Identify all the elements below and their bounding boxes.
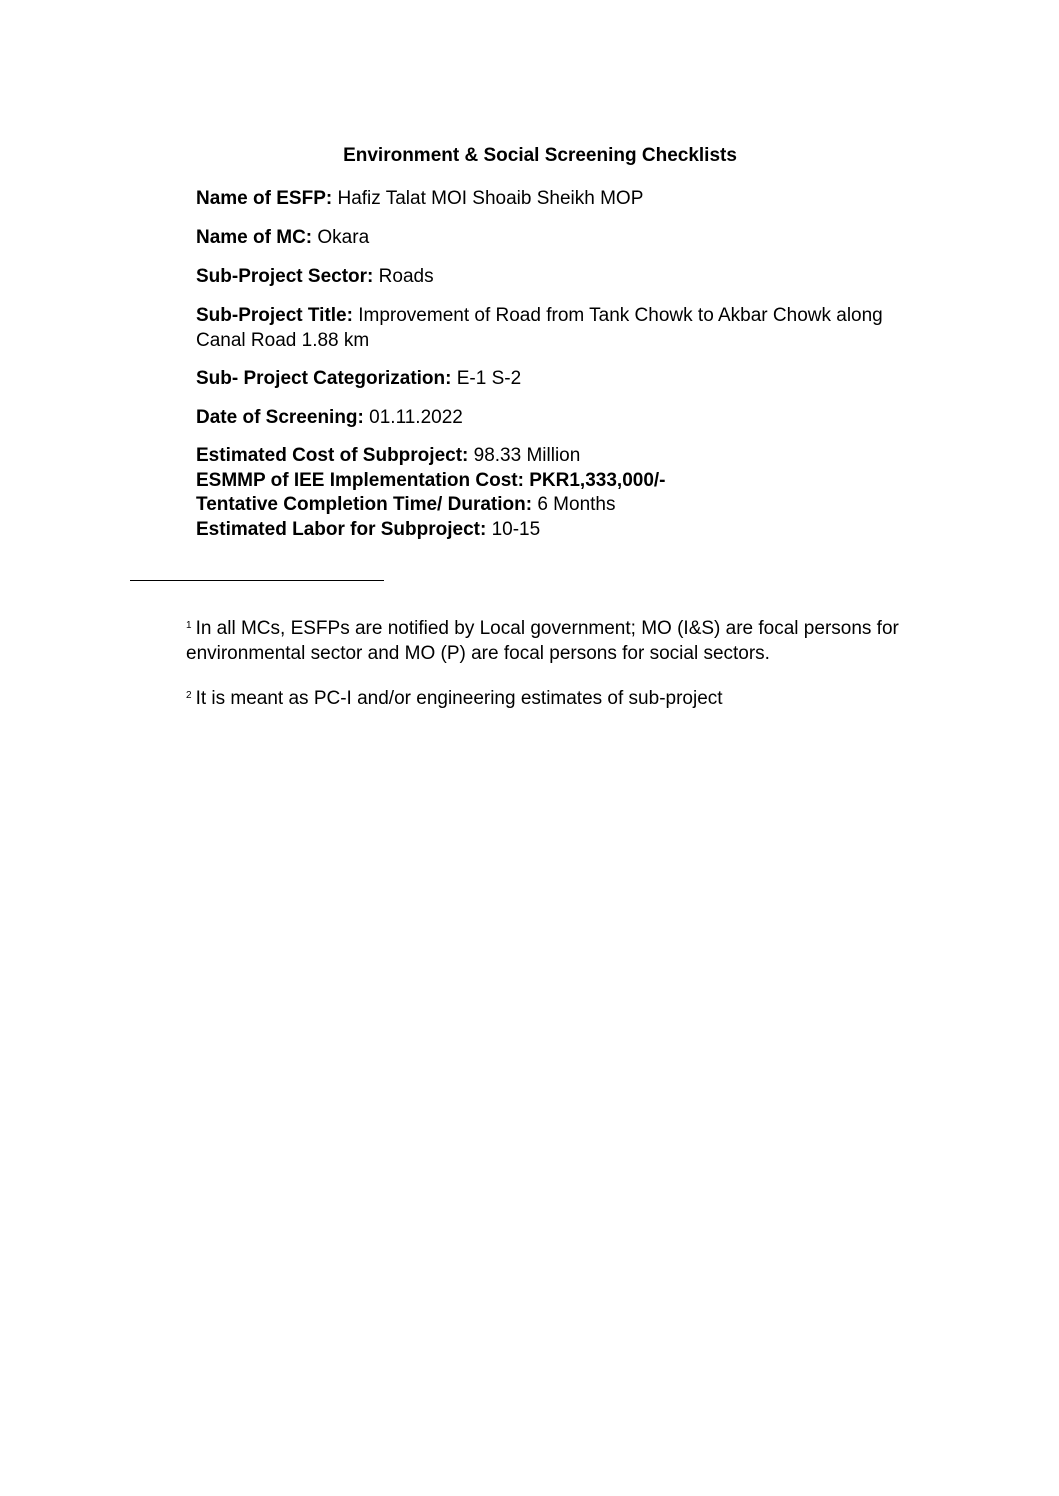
- field-value: PKR1,333,000/-: [529, 470, 666, 491]
- field-value: E-1 S-2: [456, 368, 522, 389]
- field-screening-date: [196, 405, 936, 430]
- footnote-text: It is meant as PC-I and/or engineering estimates of sub-project: [195, 688, 723, 709]
- field-value: Roads: [378, 266, 434, 287]
- footnote-text: In all MCs, ESFPs are notified by Local government; MO (I&S) are focal persons for environmental sector and MO (P) are focal persons for social sectors.: [186, 618, 899, 664]
- field-subproject-categorization: [196, 366, 936, 391]
- field-value: 98.33 Million: [473, 445, 581, 466]
- field-label: ESMMP of IEE Implementation Cost:: [196, 470, 524, 491]
- field-label: Name of MC:: [196, 227, 313, 248]
- field-esfp-name: [196, 186, 936, 211]
- field-mc-name: [196, 225, 936, 250]
- field-label: Tentative Completion Time/ Duration:: [196, 494, 533, 515]
- field-value: Okara: [317, 227, 370, 248]
- field-value: 01.11.2022: [369, 407, 463, 428]
- field-label: Date of Screening:: [196, 407, 364, 428]
- field-esmmp-cost: [196, 468, 936, 493]
- footnote-2: [186, 686, 906, 711]
- footnote-marker: 1: [186, 620, 192, 631]
- footnote-1: [186, 616, 906, 666]
- field-label: Estimated Cost of Subproject:: [196, 445, 469, 466]
- field-subproject-sector: [196, 264, 936, 289]
- field-subproject-title: [196, 303, 936, 353]
- field-estimated-cost: [196, 443, 936, 468]
- footnote-divider: [130, 580, 384, 581]
- field-value: 6 Months: [537, 494, 616, 515]
- field-value: Improvement of Road from Tank Chowk to Akbar Chowk along Canal Road 1.88 km: [196, 305, 883, 351]
- field-value: 10-15: [491, 519, 541, 540]
- field-label: Sub-Project Title:: [196, 305, 353, 326]
- field-value: Hafiz Talat MOI Shoaib Sheikh MOP: [337, 188, 644, 209]
- field-label: Sub- Project Categorization:: [196, 368, 452, 389]
- field-completion-time: [196, 492, 936, 517]
- field-label: Sub-Project Sector:: [196, 266, 374, 287]
- field-label: Name of ESFP:: [196, 188, 333, 209]
- document-title: Environment & Social Screening Checklists: [343, 145, 737, 166]
- footnote-marker: 2: [186, 690, 192, 701]
- field-estimated-labor: [196, 517, 936, 542]
- field-label: Estimated Labor for Subproject:: [196, 519, 487, 540]
